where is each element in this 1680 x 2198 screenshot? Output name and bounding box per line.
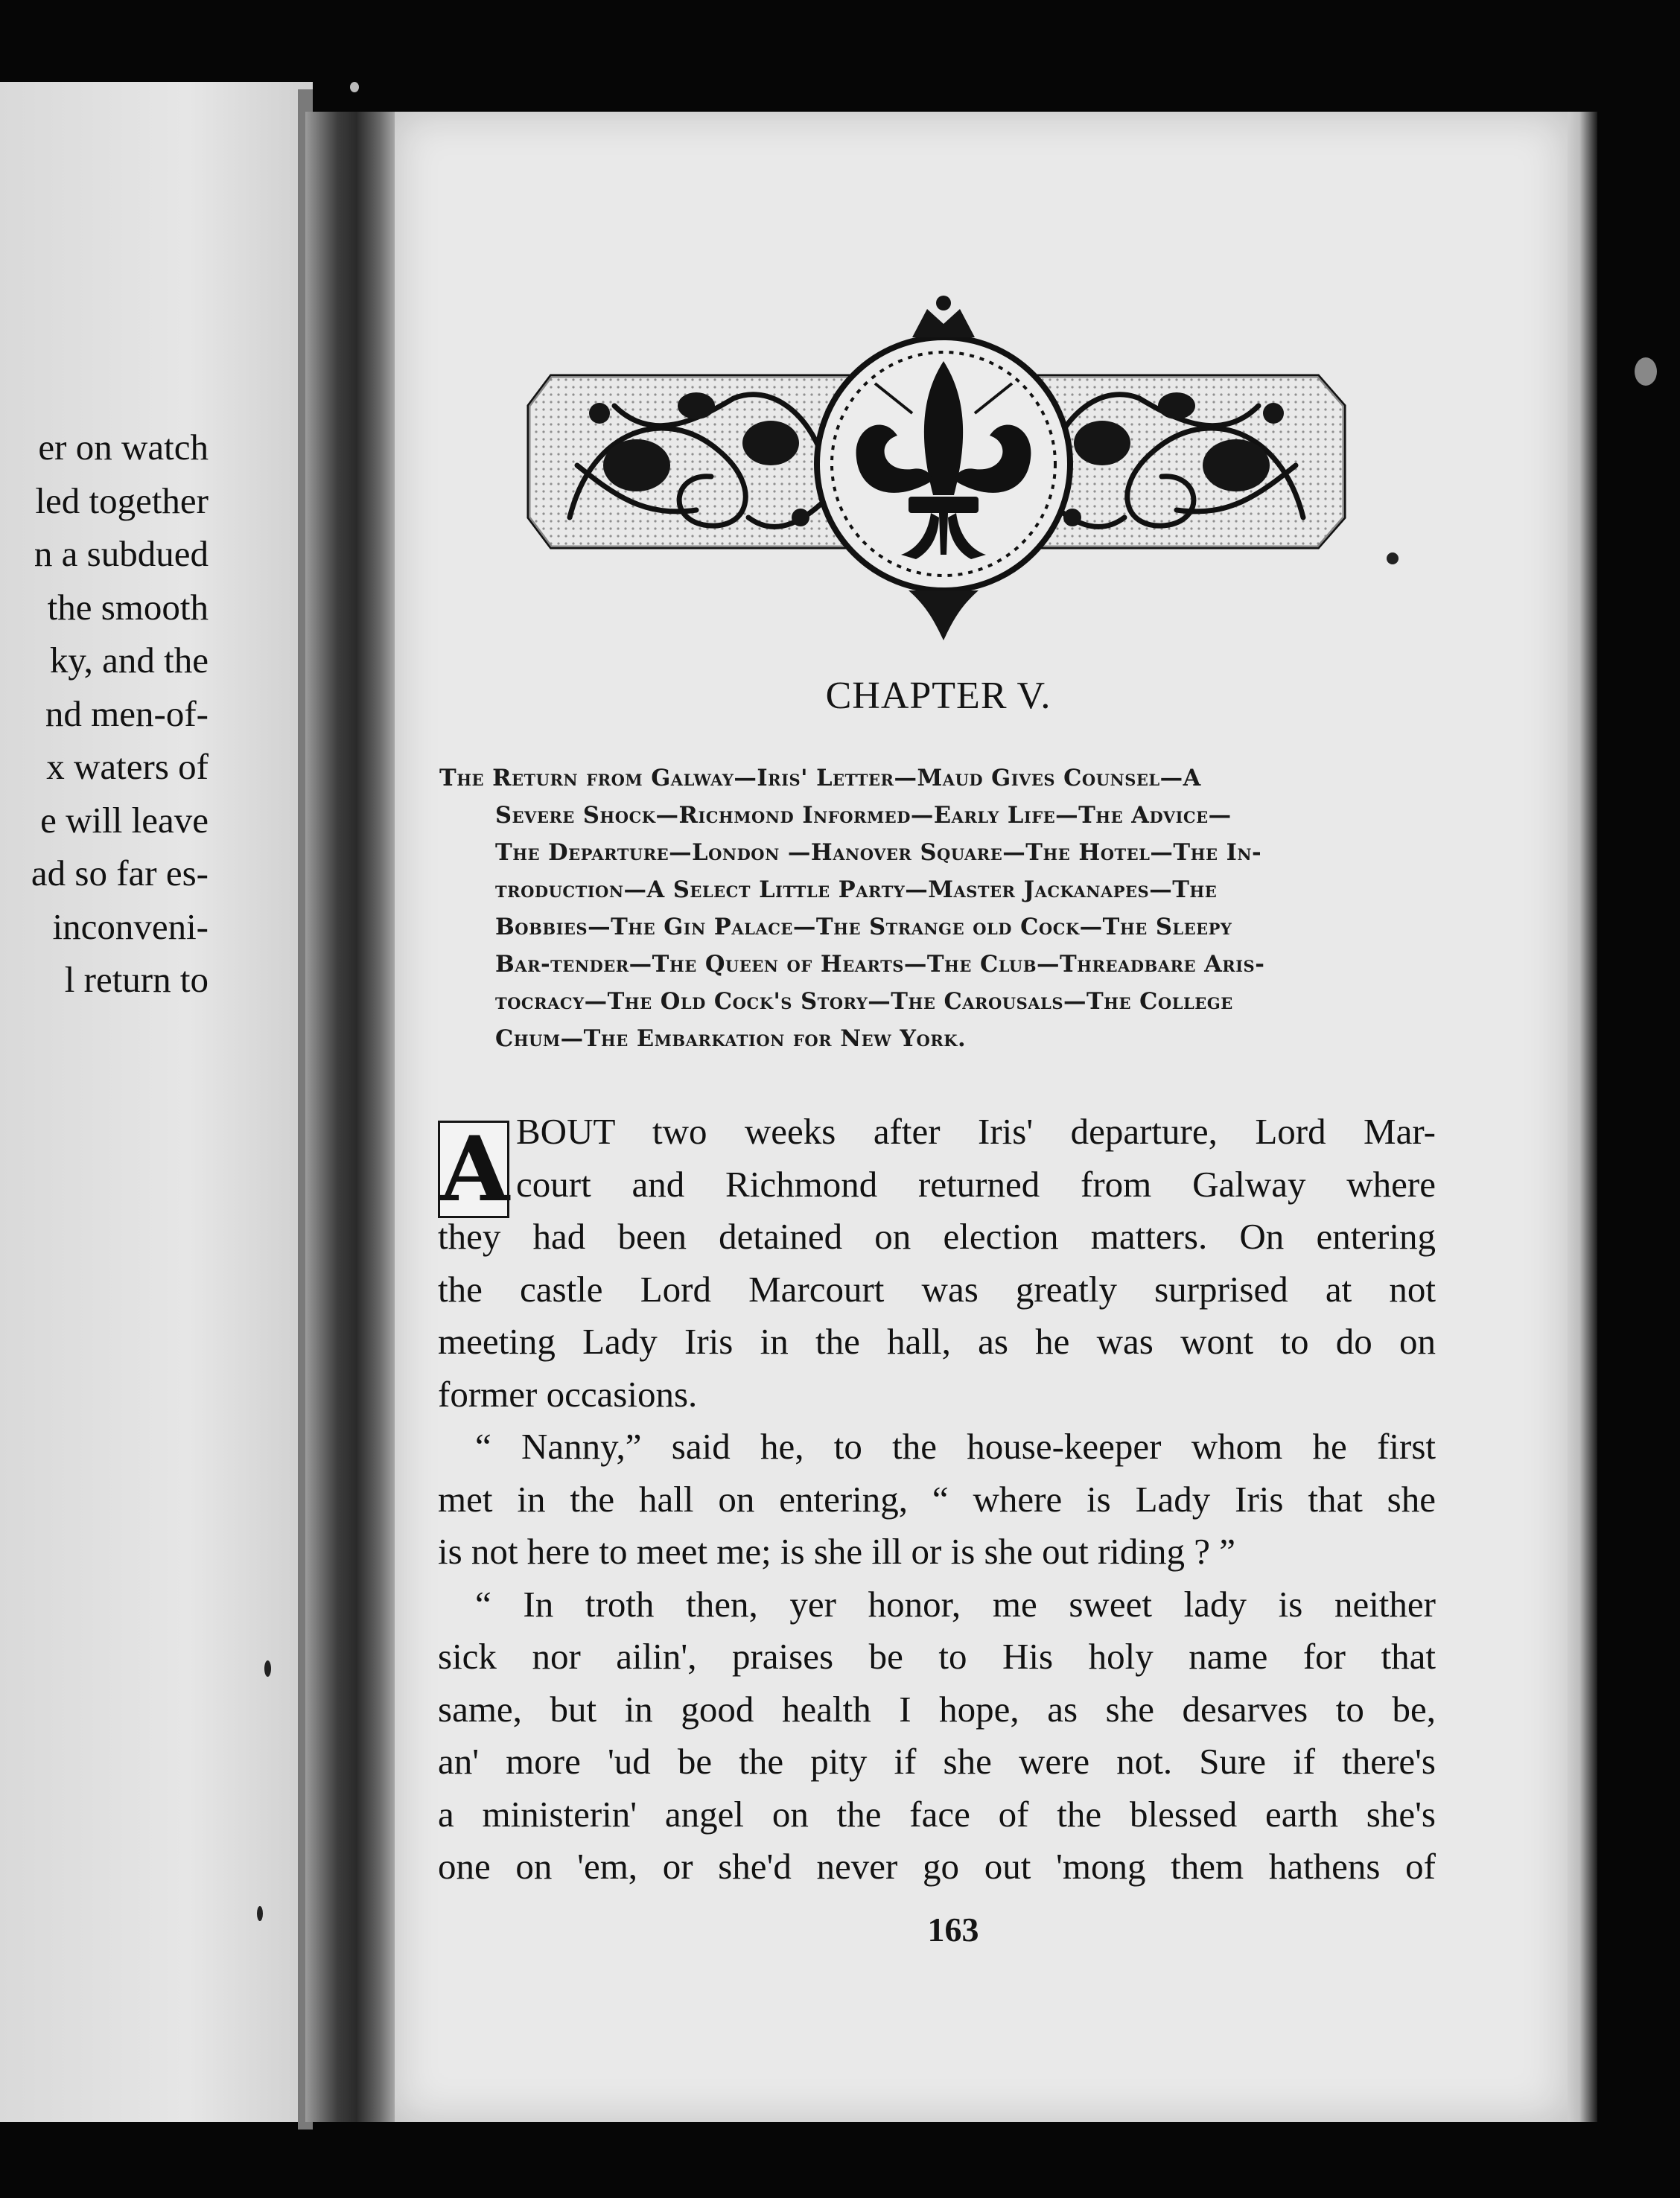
book-gutter	[305, 112, 398, 2122]
scan-speck	[264, 1660, 271, 1677]
synopsis-line: tocracy—The Old Cock's Story—The Carousals—The College	[495, 988, 1233, 1015]
previous-page-text	[0, 421, 209, 1007]
scan-speck	[1387, 552, 1399, 564]
previous-page	[0, 82, 313, 2122]
body-line: an' more 'ud be the pity if she were not. Sure if there's	[438, 1741, 1436, 1782]
body-line: met in the hall on entering, “ where is Lady Iris that she	[438, 1478, 1436, 1520]
synopsis-line: Chum—The Embarkation for New York.	[495, 1025, 967, 1052]
page-right-edge	[1568, 112, 1597, 2122]
scan-speck	[257, 1906, 263, 1921]
synopsis-line: Bobbies—The Gin Palace—The Strange old Cock—The Sleepy	[495, 914, 1232, 940]
body-line: same, but in good health I hope, as she desarves to be,	[438, 1688, 1436, 1730]
text-line: er on watch	[38, 427, 209, 468]
body-line: a ministerin' angel on the face of the blessed earth she's	[438, 1793, 1436, 1835]
text-line: nd men-of-	[45, 692, 209, 734]
body-line: “ In troth then, yer honor, me sweet lady is neither	[475, 1583, 1436, 1625]
body-line: “ Nanny,” said he, to the house-keeper whom he first	[475, 1426, 1436, 1467]
text-line: ad so far es-	[31, 853, 209, 893]
synopsis-line: Bar-tender—The Queen of Hearts—The Club—Threadbare Aris-	[495, 951, 1265, 978]
chapter-body	[438, 1106, 1436, 1893]
page-number: 163	[927, 1911, 979, 1949]
text-line: ky, and the	[49, 640, 209, 681]
body-line: former occasions.	[438, 1373, 698, 1415]
scan-speck	[1635, 357, 1657, 386]
body-line: one on 'em, or she'd never go out 'mong them hathens of	[438, 1846, 1436, 1887]
scan-speck	[350, 82, 359, 92]
body-line: is not here to meet me; is she ill or is she out riding ? ”	[438, 1531, 1235, 1572]
body-line: the castle Lord Marcourt was greatly surprised at not	[438, 1268, 1436, 1310]
text-line: l return to	[64, 959, 209, 1000]
synopsis-line: troduction—A Select Little Party—Master Jackanapes—The	[495, 876, 1218, 903]
synopsis-line: The Return from Galway—Iris' Letter—Maud Gives Counsel—A	[439, 765, 1201, 791]
body-line: they had been detained on election matters. On entering	[438, 1216, 1436, 1257]
text-line: e will leave	[40, 799, 209, 841]
synopsis-line: The Departure—London —Hanover Square—The Hotel—The In-	[495, 839, 1262, 866]
body-line: meeting Lady Iris in the hall, as he was wont to do on	[438, 1321, 1436, 1362]
synopsis-line: Severe Shock—Richmond Informed—Early Life—The Advice—	[495, 802, 1232, 829]
chapter-title: CHAPTER V.	[825, 675, 1051, 717]
text-line: n a subdued	[34, 533, 209, 574]
body-line: court and Richmond returned from Galway where	[516, 1163, 1436, 1205]
chapter-synopsis	[439, 759, 1437, 1057]
text-line: x waters of	[46, 746, 209, 787]
text-line: led together	[35, 480, 209, 521]
text-line: the smooth	[47, 586, 209, 628]
drop-cap-letter: A	[440, 1117, 510, 1222]
fleur-de-lis-headpiece-icon	[525, 294, 1363, 644]
text-line: inconveni-	[52, 905, 209, 947]
body-line: sick nor ailin', praises be to His holy name for that	[438, 1636, 1436, 1677]
body-line: BOUT two weeks after Iris' departure, Lord Mar-	[516, 1111, 1436, 1152]
